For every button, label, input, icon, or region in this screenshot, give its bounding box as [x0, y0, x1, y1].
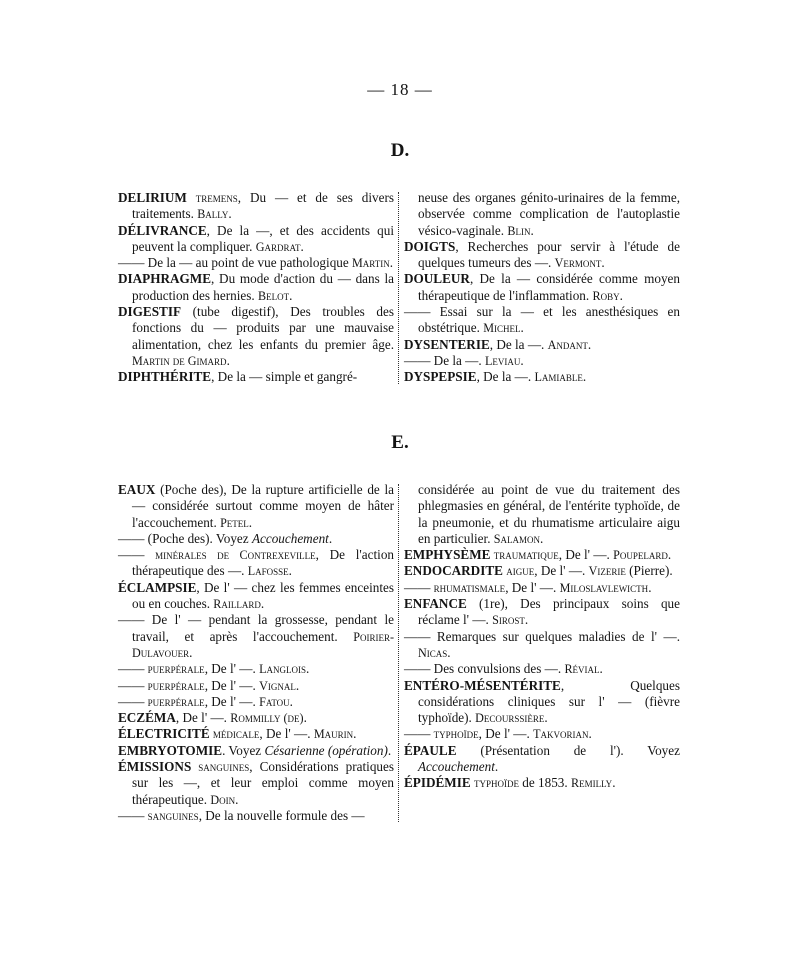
entry-text: —— [118, 547, 156, 563]
entry-text: —— [118, 807, 148, 823]
index-entry [118, 223, 394, 256]
index-entry [118, 759, 394, 808]
column-divider [398, 484, 400, 822]
entry-smallcaps: Maurin [313, 727, 354, 742]
entry-headword: ENTÉRO-MÉSENTÉRITE [404, 677, 561, 693]
index-entry [404, 369, 680, 385]
entry-smallcaps: Vignal [259, 678, 296, 693]
entry-text: . [612, 775, 616, 791]
entry-smallcaps: Bally [197, 207, 229, 222]
index-entry [404, 271, 680, 304]
entry-text: , Considérations pratiques sur les —, et leur emploi comme moyen thérapeutique. [132, 759, 394, 807]
index-entry [118, 726, 394, 742]
entry-text: —— [118, 693, 148, 709]
index-entry [118, 661, 394, 677]
entry-text: , De la — considérée comme moyen thérapeutique de l'inflammation. [418, 271, 680, 303]
entry-text: —— [118, 661, 148, 677]
index-entry [404, 190, 680, 239]
entry-smallcaps: Decourssière [475, 711, 545, 726]
entry-smallcaps: Lamiable [534, 370, 583, 385]
index-entry [404, 337, 680, 353]
entry-headword: EAUX [118, 482, 156, 497]
entry-text: . [228, 206, 232, 222]
index-entry [118, 190, 394, 223]
entry-text: (tube digestif), Des troubles des fonctions du — produits par une mauvaise alimentation, chez les enfants du premier âge. [132, 304, 394, 352]
entry-headword: ÉCLAMPSIE [118, 579, 197, 595]
entry-smallcaps: Blin [507, 223, 531, 238]
entry-smallcaps: Andant [547, 337, 588, 352]
index-entry [404, 239, 680, 272]
entry-smallcaps: Poupelard [613, 548, 668, 563]
entry-text: —— [118, 677, 148, 693]
entry-smallcaps: Nicas [418, 645, 448, 660]
entry-headword: ENDOCARDITE [404, 563, 503, 579]
entry-text: . [248, 514, 253, 530]
entry-text: —— De la — au point de vue pathologique [118, 255, 353, 271]
index-entry [404, 629, 680, 662]
entry-text: . [447, 644, 451, 660]
entry-text: , De l' —. [478, 726, 534, 742]
entry-text: . [520, 320, 524, 336]
index-entry [404, 678, 680, 727]
column-left [118, 482, 394, 824]
entry-headword: ÉLECTRICITÉ [118, 726, 210, 742]
entry-text: —— Essai sur la — et les anesthésiques en obstétrique. [404, 304, 680, 336]
entry-headword: DYSENTERIE [404, 336, 490, 352]
entry-smallcaps: puerpérale [147, 678, 205, 693]
entry-smallcaps: Raillard [213, 597, 261, 612]
entry-text: . [189, 644, 193, 660]
entry-smallcaps: Gardrat [255, 239, 301, 254]
entry-text: . [667, 547, 672, 563]
entry-text: . [305, 661, 310, 677]
entry-smallcaps: Fatou [259, 694, 290, 709]
entry-text: . [289, 693, 293, 709]
entry-smallcaps: puerpérale [147, 662, 205, 677]
entry-text: —— [404, 726, 434, 742]
entry-text: , Quelques considérations cliniques sur l' — (fièvre typhoïde). [418, 677, 680, 726]
entry-smallcaps: Belot [257, 288, 290, 303]
index-entry [118, 547, 394, 580]
entry-smallcaps: Martin de Gimard [132, 353, 227, 368]
entry-headword: ÉMISSIONS [118, 759, 192, 775]
entry-text: , De l' —. [204, 661, 260, 677]
entry-text: —— Remarques sur quelques maladies de l' —. [404, 628, 680, 644]
entry-text [187, 190, 196, 205]
entry-text: , De l' —. [204, 677, 260, 693]
section-letter-e: E. [391, 432, 409, 453]
entry-text: . [226, 352, 230, 368]
entry-text: , De la — simple et gangré- [211, 369, 358, 385]
entry-text: —— Des convulsions des —. [404, 661, 565, 677]
entry-text: . [540, 530, 544, 546]
entry-text: , De l' — chez les femmes enceintes ou en couches. [132, 579, 394, 612]
entry-text: . [303, 710, 307, 726]
index-entry [118, 531, 394, 547]
entry-text: . [588, 726, 592, 742]
entry-text: , De l' —. [175, 710, 231, 726]
entry-headword: EMPHYSÈME [404, 547, 491, 563]
index-entry [404, 580, 680, 596]
index-entry [118, 271, 394, 304]
entry-text: —— De l' — pendant la grossesse, pendant le travail, et après l'accouchement. [118, 612, 394, 644]
entry-smallcaps: Vizerie [588, 564, 626, 579]
entry-text: , De l' —. [204, 693, 260, 709]
entry-headword: ÉPIDÉMIE [404, 775, 471, 791]
entry-smallcaps: Sirost [492, 613, 525, 628]
entry-text: . [295, 677, 300, 693]
entry-text: considérée au point de vue du traitement des phlegmasies en général, de l'entérite typhoïde, de la pneumonie, et du rhumatisme articulaire aigu en particulier. [418, 482, 680, 546]
entry-italic: Accouchement [251, 530, 329, 546]
entry-text: . [582, 369, 587, 385]
entry-headword: ÉPAULE [404, 742, 457, 758]
section-d [118, 190, 680, 386]
column-divider [398, 192, 400, 384]
entry-smallcaps: Doin [210, 792, 236, 807]
entry-smallcaps: traumatique [493, 548, 559, 563]
entry-text: . [530, 222, 534, 238]
index-entry [118, 369, 394, 385]
entry-smallcaps: Roby [592, 288, 620, 303]
entry-text: de 1853. [518, 775, 571, 791]
entry-text: , De l'action thérapeutique des —. [132, 547, 395, 579]
index-entry [118, 694, 394, 710]
entry-text: . [288, 563, 292, 579]
entry-text: . [520, 352, 524, 368]
entry-text: . [387, 742, 392, 758]
entry-headword: DIPHTHÉRITE [118, 369, 212, 385]
entry-text: . [289, 287, 293, 303]
column-right [404, 190, 680, 386]
entry-smallcaps: rhumatismale [433, 580, 506, 595]
index-entry [118, 710, 394, 726]
entry-smallcaps: Michel [483, 321, 521, 336]
column-left [118, 190, 394, 386]
entry-smallcaps: Martin [352, 256, 390, 271]
section-e [118, 482, 680, 824]
entry-smallcaps: minérales de Contrexeville [155, 548, 316, 563]
index-entry [404, 661, 680, 677]
entry-smallcaps: Miloslavlewicth [559, 580, 649, 595]
entry-text: , Recherches pour servir à l'étude de quelques tumeurs des —. [418, 238, 680, 271]
index-entry [118, 743, 394, 759]
entry-smallcaps: Lafosse [247, 564, 289, 579]
column-right [404, 482, 680, 824]
entry-headword: EMBRYOTOMIE [118, 742, 223, 758]
entry-italic: Césarienne (opération) [264, 742, 388, 758]
entry-headword: DOULEUR [404, 271, 470, 287]
entry-text: , De l' —. [558, 547, 614, 563]
entry-text: . [619, 287, 623, 303]
entry-smallcaps: médicale [212, 727, 260, 742]
entry-text: —— De la —. [404, 352, 485, 368]
entry-text: . [599, 661, 603, 677]
entry-smallcaps: Salamon [493, 531, 541, 546]
index-entry [118, 482, 394, 531]
entry-headword: DYSPEPSIE [404, 369, 477, 385]
entry-text: (1re), Des principaux soins que réclame l' —. [418, 596, 680, 628]
entry-headword: DIGESTIF [118, 304, 182, 320]
index-entry [118, 808, 394, 824]
entry-text: . [353, 726, 357, 742]
index-entry [118, 304, 394, 369]
entry-smallcaps: Leviau [484, 353, 521, 368]
entry-smallcaps: Takvorian [533, 727, 589, 742]
entry-smallcaps: sanguines [198, 760, 250, 775]
entry-headword: ECZÉMA [118, 710, 176, 726]
entry-text: neuse des organes génito-urinaires de la femme, observée comme complication de l'autoplastie vésico-vaginale. [418, 190, 680, 238]
entry-text: , De l' —. [505, 579, 560, 595]
entry-smallcaps: Petel [220, 515, 249, 530]
entry-smallcaps: Poirier-Dulavouer [132, 629, 394, 660]
entry-headword: DÉLIVRANCE [118, 222, 207, 238]
entry-text: . [494, 759, 499, 775]
entry-smallcaps: tremens [195, 191, 238, 205]
entry-smallcaps: aigue [506, 564, 535, 579]
index-entry [118, 580, 394, 613]
entry-text: , De l' —. [534, 563, 589, 579]
entry-text: (Présentation de l'). Voyez [456, 742, 680, 758]
entry-text: . [544, 710, 548, 726]
entry-text: . Voyez [222, 742, 265, 758]
entry-text: . [587, 336, 592, 352]
index-entry [118, 678, 394, 694]
entry-text: . [328, 530, 333, 546]
index-entry [118, 255, 394, 271]
entry-smallcaps: typhoïde [433, 727, 479, 742]
entry-smallcaps: Révial [564, 662, 600, 677]
entry-text: . [601, 255, 605, 271]
entry-text: , De la —, et des accidents qui peuvent la compliquer. [132, 222, 394, 254]
entry-text: . [389, 255, 394, 271]
entry-smallcaps: puerpérale [147, 694, 205, 709]
section-letter-d: D. [390, 140, 410, 161]
entry-smallcaps: Vermont [554, 256, 602, 271]
entry-smallcaps: Rommilly (de) [230, 711, 304, 726]
page-number: — 18 — [367, 80, 433, 99]
entry-headword: DELIRIUM [118, 190, 187, 205]
index-entry [404, 775, 680, 791]
entry-text: . [260, 596, 265, 612]
entry-headword: DOIGTS [404, 238, 456, 254]
entry-text: , Du — et de ses divers traitements. [132, 190, 394, 222]
index-entry [404, 353, 680, 369]
entry-smallcaps: typhoïde [473, 776, 519, 791]
entry-text: . [648, 579, 652, 595]
entry-text: , Du mode d'action du — dans la production des hernies. [132, 271, 394, 303]
entry-text: . [235, 791, 239, 807]
index-entry [118, 612, 394, 661]
entry-headword: DIAPHRAGME [118, 271, 212, 287]
index-entry [404, 547, 680, 563]
index-entry [404, 304, 680, 337]
index-entry [404, 726, 680, 742]
index-entry [404, 482, 680, 547]
index-entry [404, 563, 680, 579]
entry-smallcaps: sanguines [147, 808, 199, 823]
entry-text: , De l' —. [259, 726, 314, 742]
entry-smallcaps: Langlois [259, 662, 306, 677]
entry-text: . [300, 238, 304, 254]
entry-text: . [524, 612, 529, 628]
index-entry [404, 596, 680, 629]
entry-text: —— [404, 579, 434, 595]
entry-headword: ENFANCE [404, 596, 467, 612]
entry-text: (Poche des), De la rupture artificielle de la — considérée surtout comme moyen de hâter l'accouchement. [132, 482, 394, 530]
entry-text: , De la nouvelle formule des — [198, 807, 365, 823]
entry-smallcaps: Remilly [571, 776, 613, 791]
entry-text: —— (Poche des). Voyez [118, 530, 252, 546]
entry-italic: Accouchement [418, 759, 495, 775]
entry-text: (Pierre). [625, 563, 673, 579]
entry-text: , De la —. [489, 336, 548, 352]
index-entry [404, 743, 680, 776]
entry-text: , De la —. [476, 369, 535, 385]
